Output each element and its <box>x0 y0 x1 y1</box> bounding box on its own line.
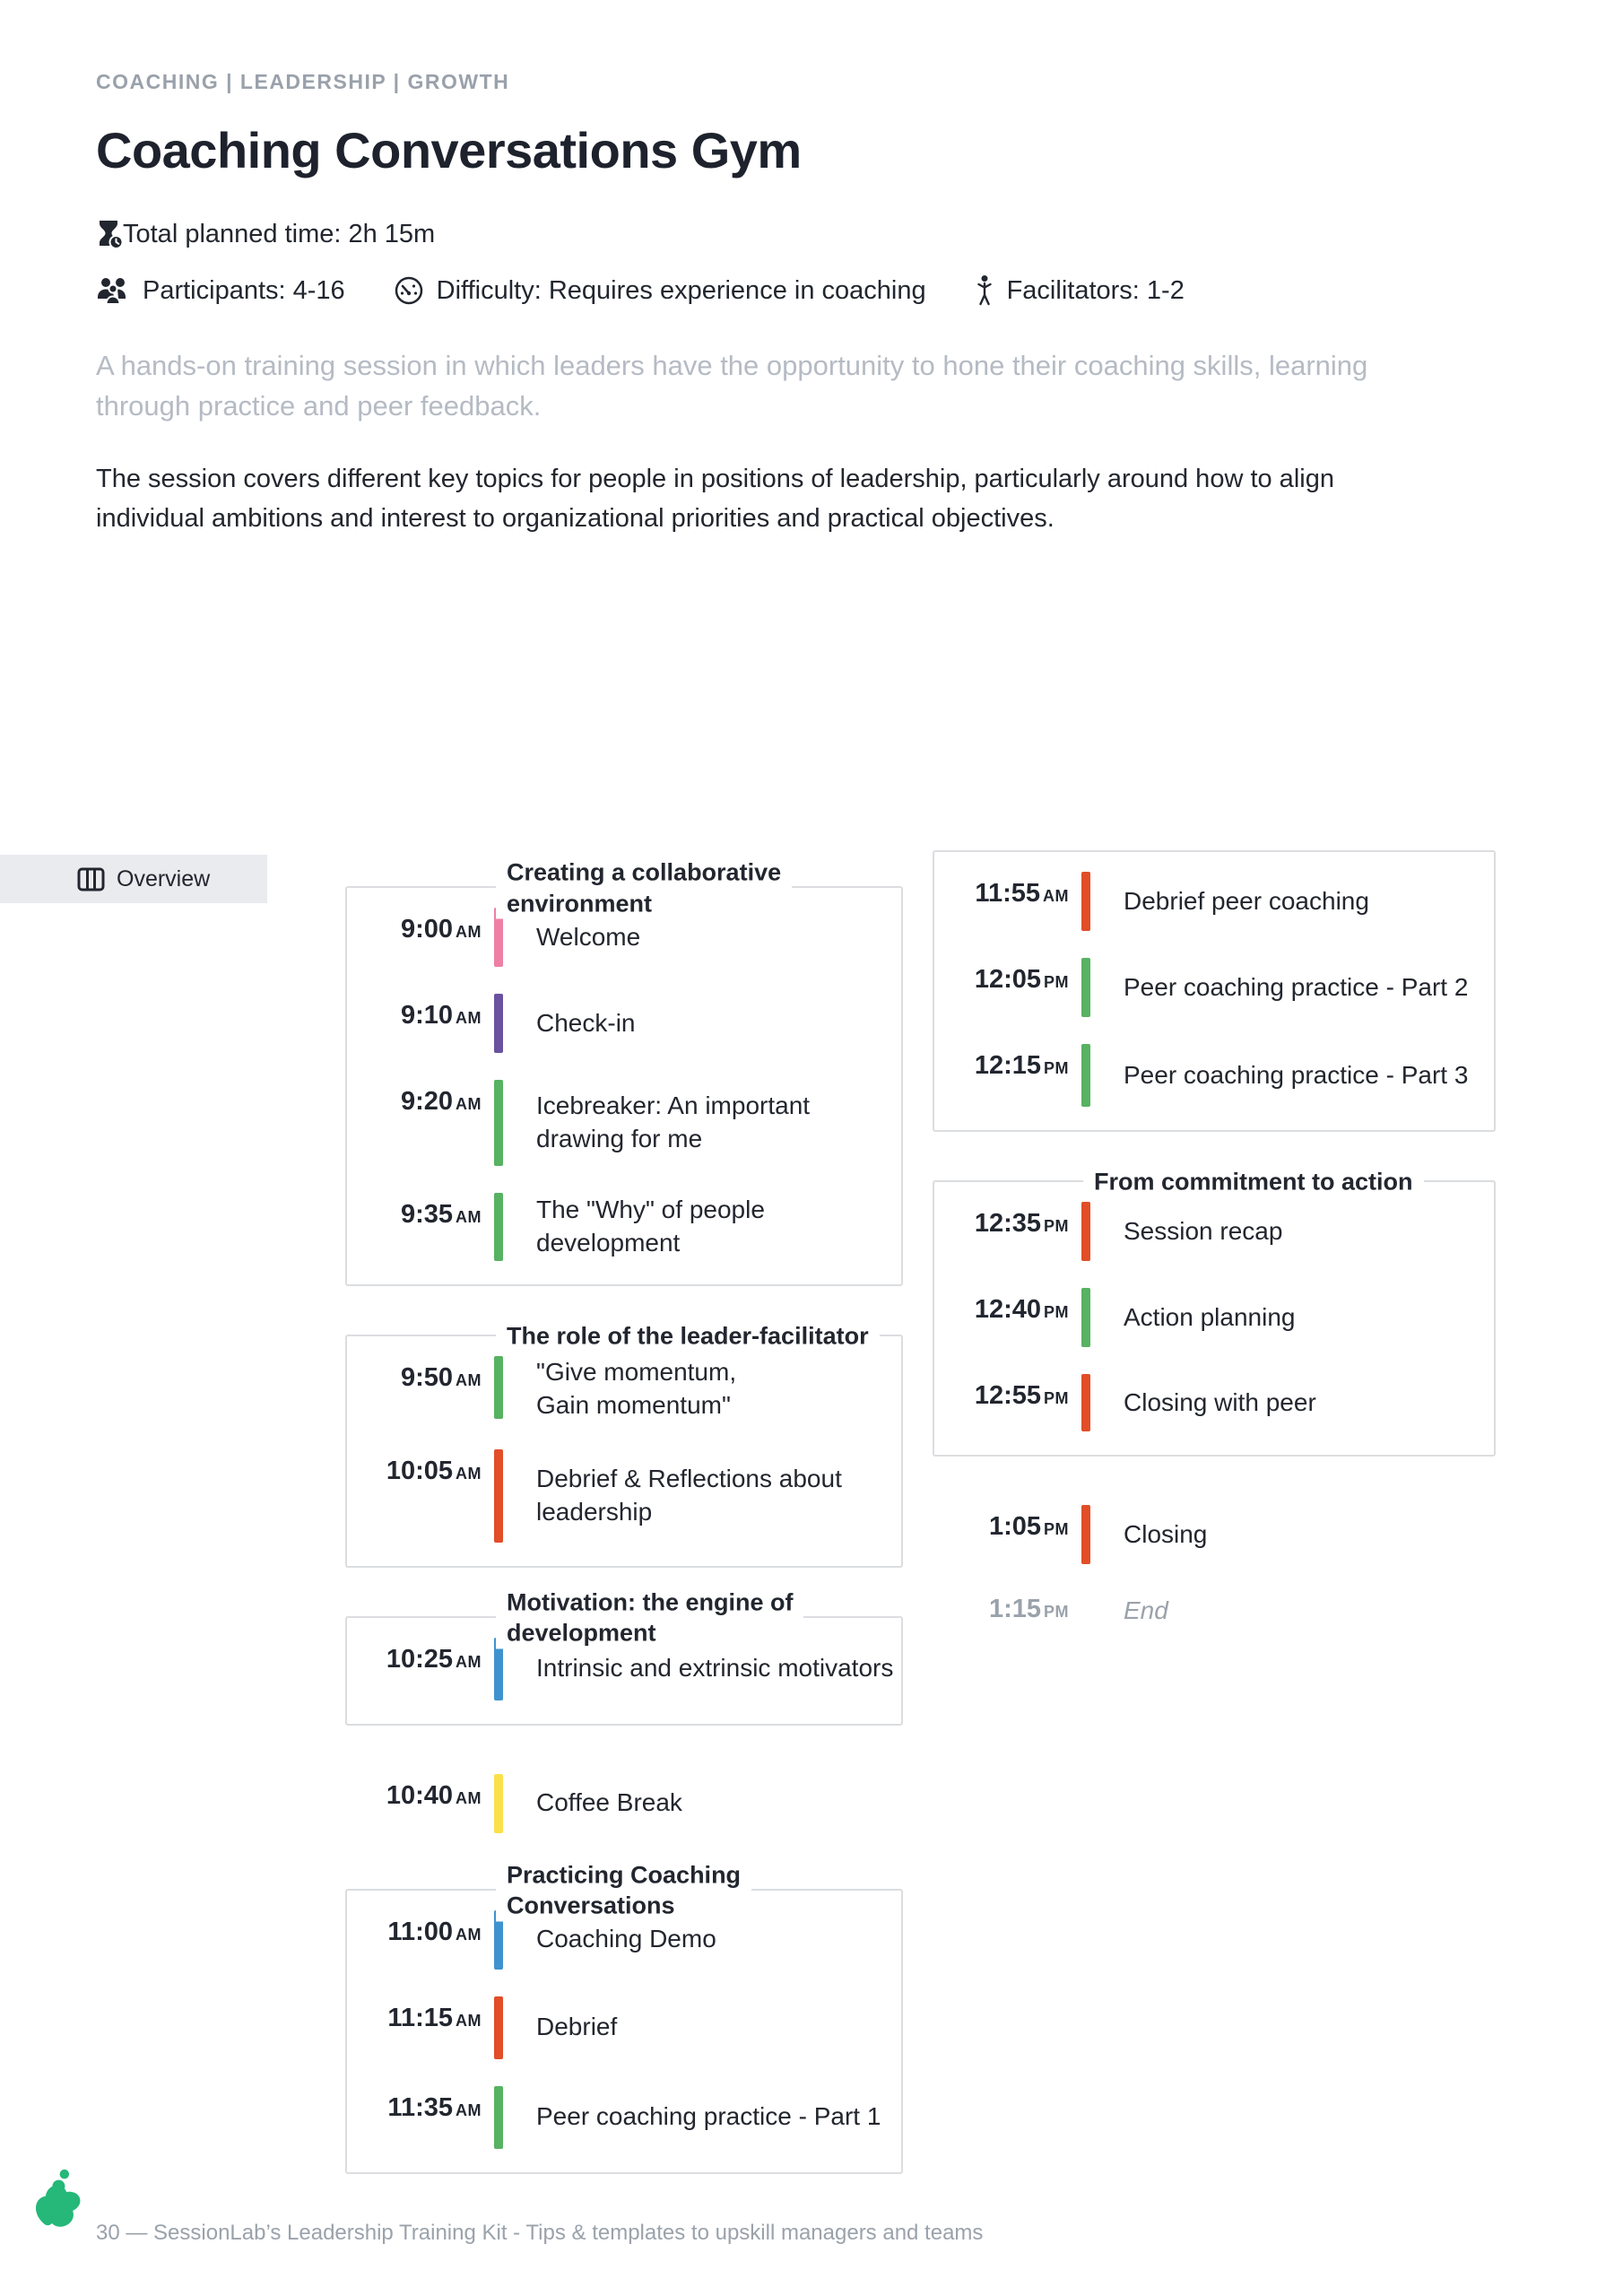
agenda-item <box>934 1505 1496 1564</box>
meta-row-time <box>96 219 1513 249</box>
item-time-period: AM <box>456 1464 482 1483</box>
duration-bar <box>1081 1505 1090 1564</box>
agenda-block <box>345 1588 903 1726</box>
agenda-item <box>347 1996 896 2059</box>
agenda-item <box>347 1449 896 1543</box>
item-time-period: PM <box>1044 1389 1069 1407</box>
agenda-item <box>934 1044 1488 1107</box>
item-time: 12:55 PM <box>974 1381 1069 1410</box>
item-time: 1:15 PM <box>988 1595 1069 1623</box>
item-label: Peer coaching practice - Part 2 <box>1124 972 1469 1001</box>
item-time-period: PM <box>1044 973 1069 991</box>
item-time: 12:35 PM <box>974 1209 1069 1238</box>
session-summary: A hands-on training session in which leaders have the opportunity to hone their coaching skills, learning through practice and peer feedback. <box>96 350 1368 422</box>
item-time-period: PM <box>1044 1217 1069 1235</box>
item-label: Coffee Break <box>536 1788 682 1817</box>
item-time: 10:40 AM <box>386 1780 482 1810</box>
agenda-item <box>347 1193 896 1261</box>
agenda-item <box>934 1288 1488 1347</box>
item-time-period: AM <box>456 1208 482 1226</box>
difficulty-label: Difficulty: Requires experience in coaching <box>436 275 926 305</box>
agenda-block-title: Motivation: the engine of development <box>496 1587 803 1648</box>
page-header <box>0 0 1513 538</box>
item-time: 1:05 PM <box>988 1512 1069 1541</box>
agenda-item <box>347 1080 896 1166</box>
item-time: 10:05 AM <box>386 1456 482 1485</box>
item-time-period: PM <box>1044 1520 1069 1538</box>
page-title: Coaching Conversations Gym <box>96 122 802 178</box>
overview-tab-label: Overview <box>117 865 211 891</box>
item-time-period: AM <box>456 1371 482 1389</box>
participants-meta <box>96 275 345 306</box>
columns-icon <box>77 867 105 891</box>
agenda-item <box>347 1356 896 1422</box>
item-label: Closing <box>1124 1519 1208 1548</box>
item-label: Peer coaching practice - Part 1 <box>536 2102 881 2131</box>
duration-bar <box>494 1774 503 1833</box>
duration-bar <box>494 1356 503 1419</box>
item-label: Session recap <box>1124 1216 1283 1245</box>
hourglass-clock-icon <box>96 219 123 249</box>
agenda-block <box>933 850 1496 1132</box>
agenda-item <box>934 872 1488 931</box>
item-label: Welcome <box>536 922 641 951</box>
duration-bar <box>1081 1044 1090 1107</box>
agenda-loose-items <box>933 1505 1496 1628</box>
item-label: Debrief <box>536 2013 618 2041</box>
meta-row-details <box>96 274 1513 307</box>
item-time-period: AM <box>456 923 482 941</box>
duration-bar <box>1081 872 1090 931</box>
item-label: Action planning <box>1124 1302 1296 1331</box>
item-label: Check-in <box>536 1008 636 1037</box>
item-time-period: PM <box>1044 1303 1069 1321</box>
duration-bar <box>1081 1288 1090 1347</box>
item-label: Debrief peer coaching <box>1124 886 1369 915</box>
duration-bar <box>494 2086 503 2149</box>
timeline-column-right <box>933 850 1496 1683</box>
item-time: 11:15 AM <box>387 2003 482 2032</box>
item-time-period: AM <box>456 2100 482 2119</box>
participants-icon <box>96 275 130 306</box>
item-time: 11:35 AM <box>387 2092 482 2122</box>
item-label: Peer coaching practice - Part 3 <box>1124 1060 1469 1089</box>
agenda-block-title: From commitment to action <box>1083 1167 1424 1198</box>
agenda-block <box>345 858 903 1286</box>
item-time: 11:00 AM <box>387 1917 482 1946</box>
agenda-block-title: Creating a collaborative environment <box>496 857 792 918</box>
item-time: 12:05 PM <box>974 965 1069 994</box>
agenda-item <box>934 1374 1488 1431</box>
timeline-column-left <box>345 843 903 2222</box>
agenda-block <box>933 1168 1496 1457</box>
item-label: The "Why" of people development <box>536 1196 765 1257</box>
item-time-period: AM <box>1043 887 1069 905</box>
duration-bar <box>494 1449 503 1543</box>
duration-bar <box>494 1193 503 1261</box>
item-time-period: AM <box>456 1009 482 1027</box>
category-breadcrumb: COACHING | LEADERSHIP | GROWTH <box>96 70 510 93</box>
agenda-item <box>934 1202 1488 1261</box>
item-time-period: AM <box>456 1095 482 1113</box>
item-time-period: AM <box>456 2011 482 2030</box>
item-label: Icebreaker: An important drawing for me <box>536 1091 811 1152</box>
item-label: "Give momentum, Gain momentum" <box>536 1358 737 1419</box>
session-description: The session covers different key topics for people in positions of leadership, particularly around how to align individual ambitions and interest to organizational priorities and practical objectives. <box>96 464 1334 533</box>
item-label: Closing with peer <box>1124 1387 1316 1416</box>
facilitators-meta <box>975 274 1185 307</box>
agenda-item <box>934 958 1488 1017</box>
participants-label: Participants: 4-16 <box>143 275 345 305</box>
total-time-label: Total planned time: 2h 15m <box>123 219 436 248</box>
item-time-period: AM <box>456 1925 482 1944</box>
agenda-block-title: The role of the leader-facilitator <box>496 1321 880 1352</box>
duration-bar <box>494 1080 503 1166</box>
agenda-block <box>345 1861 903 2174</box>
sessionlab-logo <box>34 2169 84 2232</box>
item-time-period: AM <box>456 1652 482 1671</box>
agenda-block-title: Practicing Coaching Conversations <box>496 1859 751 1921</box>
item-time-period: PM <box>1044 1059 1069 1077</box>
duration-bar <box>1081 1374 1090 1431</box>
item-time: 11:55 AM <box>975 879 1069 908</box>
item-time: 12:40 PM <box>974 1295 1069 1324</box>
item-time: 9:20 AM <box>400 1087 482 1116</box>
duration-bar <box>494 994 503 1053</box>
item-label: Intrinsic and extrinsic motivators <box>536 1654 894 1683</box>
facilitators-label: Facilitators: 1-2 <box>1006 275 1185 305</box>
agenda-item <box>347 1774 903 1833</box>
difficulty-meta <box>394 275 926 306</box>
item-label: Debrief & Reflections about leadership <box>536 1464 842 1526</box>
agenda-block <box>345 1322 903 1568</box>
item-label: Coaching Demo <box>536 1925 716 1953</box>
item-time: 9:50 AM <box>400 1363 482 1392</box>
item-time: 9:00 AM <box>400 915 482 944</box>
agenda-item <box>347 2086 896 2149</box>
duration-bar <box>1081 958 1090 1017</box>
facilitator-person-icon <box>975 274 994 307</box>
duration-bar <box>1081 1202 1090 1261</box>
agenda-item <box>934 1587 1496 1628</box>
duration-bar <box>494 1996 503 2059</box>
agenda-item <box>347 994 896 1053</box>
item-label: End <box>1124 1596 1168 1624</box>
item-time: 9:10 AM <box>400 1001 482 1030</box>
footer-page-caption: 30 — SessionLab’s Leadership Training Kit - Tips & templates to upskill managers and teams <box>96 2221 984 2245</box>
difficulty-gauge-icon <box>394 275 424 306</box>
item-time: 9:35 AM <box>400 1200 482 1229</box>
item-time: 12:15 PM <box>974 1051 1069 1080</box>
item-time-period: AM <box>456 1788 482 1807</box>
item-time-period: PM <box>1044 1603 1069 1621</box>
item-time: 10:25 AM <box>386 1644 482 1674</box>
agenda-loose-items <box>345 1774 903 1833</box>
tab-overview[interactable] <box>0 855 267 903</box>
